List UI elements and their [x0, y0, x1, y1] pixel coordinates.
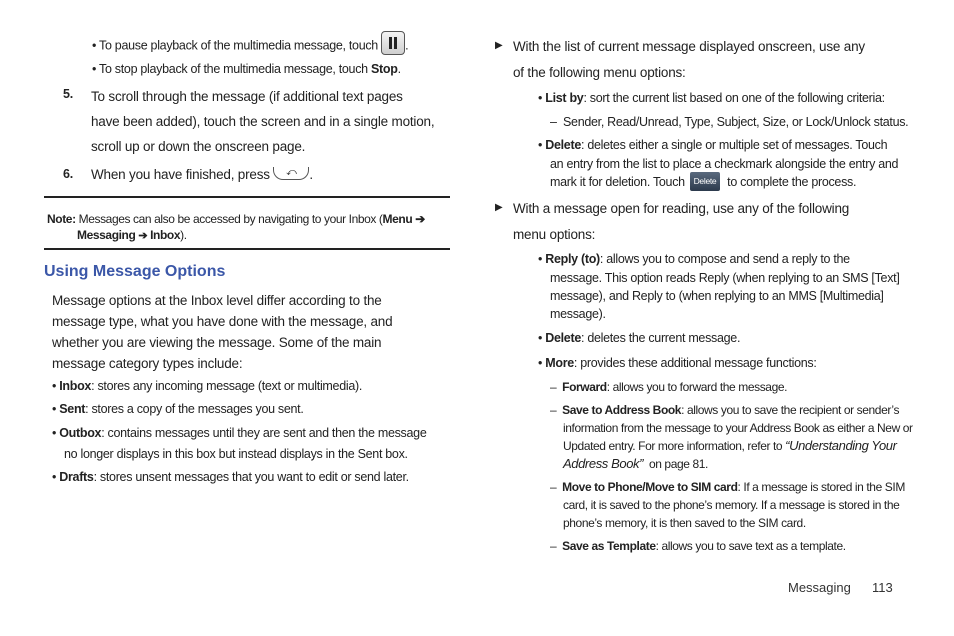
option-list-by: • List by: sort the current list based on one of the following criteria: — [538, 91, 885, 105]
option-delete-current: • Delete: deletes the current message. — [538, 331, 741, 345]
criteria-text: Sender, Read/Unread, Type, Subject, Size, or Lock/Unlock status. — [563, 115, 909, 129]
function-save-as-template: – Save as Template: allows you to save text as a template. — [550, 539, 846, 553]
save-address-book-desc-2: information from the message to your Address Book as either a New or — [563, 421, 913, 435]
more-term: More — [545, 356, 574, 370]
step-6-number: 6. — [63, 167, 74, 181]
reply-desc: : allows you to compose and send a reply to the — [599, 252, 850, 266]
stop-label: Stop — [371, 62, 398, 76]
bullet-pause: • To pause playback of the multimedia message, touch . — [92, 34, 408, 58]
option-reply: • Reply (to): allows you to compose and send a reply to the — [538, 252, 850, 266]
step-5-line: To scroll through the message (if additional text pages — [91, 89, 403, 104]
triangle-bullet-icon: ▶ — [495, 40, 503, 51]
note-label: Note: — [47, 212, 76, 226]
cross-reference-link[interactable]: “Understanding Your — [785, 438, 897, 453]
inbox-desc: : stores any incoming message (text or multimedia). — [91, 379, 363, 393]
step-5-line: scroll up or down the onscreen page. — [91, 139, 306, 154]
delete-current-desc: : deletes the current message. — [580, 331, 741, 345]
page-number: 113 — [872, 580, 893, 595]
list-by-term: List by — [545, 91, 584, 105]
bullet-stop-text: To stop playback of the multimedia message, touch — [99, 62, 368, 76]
option-more: • More: provides these additional message functions: — [538, 356, 817, 370]
delete-desc: : deletes either a single or multiple set of messages. Touch — [580, 138, 888, 152]
arrow-icon: ➔ — [415, 212, 425, 226]
more-desc: : provides these additional message functions: — [573, 356, 817, 370]
pause-icon — [381, 31, 405, 55]
intro-paragraph — [52, 290, 452, 374]
delete-button: Delete — [690, 172, 720, 191]
note-inbox: Inbox — [150, 228, 181, 242]
list-item-inbox: • Inbox: stores any incoming message (text or multimedia). — [52, 379, 363, 393]
save-address-book-desc-3 — [563, 437, 897, 455]
forward-desc: : allows you to forward the message. — [606, 380, 788, 394]
intro-line: With a message open for reading, use any of the following — [513, 201, 850, 216]
function-save-address-book: – Save to Address Book: allows you to save the recipient or sender’s — [550, 403, 900, 417]
step-6-label: When you have finished, press — [91, 167, 270, 182]
list-by-desc: : sort the current list based on one of the following criteria: — [583, 91, 885, 105]
section-heading: Using Message Options — [44, 263, 226, 280]
step-6-text: When you have finished, press ⤺ . — [91, 166, 313, 182]
step-5-text — [91, 84, 461, 159]
intro-line: whether you are viewing the message. Some of the main — [52, 335, 382, 350]
delete-desc-3 — [550, 173, 856, 192]
outbox-desc: : contains messages until they are sent and then the message — [101, 426, 427, 440]
delete-desc-3a: mark it for deletion. Touch — [550, 175, 685, 189]
outbox-desc-2: no longer displays in this box but instead displays in the Sent box. — [64, 447, 408, 461]
move-to-phone-desc-2: card, it is saved to the phone’s memory. If a message is stored in the — [563, 498, 900, 512]
move-to-phone-desc: : If a message is stored in the SIM — [737, 480, 905, 494]
footer-section: Messaging — [788, 580, 851, 595]
drafts-desc: : stores unsent messages that you want to edit or send later. — [93, 470, 409, 484]
move-to-phone-term: Move to Phone/Move to SIM card — [562, 480, 738, 494]
reply-desc-2: message. This option reads Reply (when replying to an SMS [Text] — [550, 271, 900, 285]
cross-reference-link[interactable]: Address Book” — [563, 456, 644, 471]
reply-desc-4: message). — [550, 307, 606, 321]
page-reference: on page 81. — [648, 457, 708, 471]
delete-current-term: Delete — [545, 331, 581, 345]
save-address-book-desc: : allows you to save the recipient or sender’s — [681, 403, 900, 417]
intro-line: message category types include: — [52, 356, 243, 371]
delete-desc-2: an entry from the list to place a checkmark alongside the entry and — [550, 157, 899, 171]
sent-desc: : stores a copy of the messages you sent. — [85, 402, 304, 416]
sent-term: Sent — [59, 402, 86, 416]
forward-term: Forward — [562, 380, 607, 394]
list-item-drafts: • Drafts: stores unsent messages that you want to edit or send later. — [52, 470, 409, 484]
save-address-book-desc-4 — [563, 455, 708, 473]
intro-line: message type, what you have done with the message, and — [52, 314, 393, 329]
note-menu: Menu — [382, 212, 413, 226]
save-address-book-term: Save to Address Book — [562, 403, 682, 417]
function-move-to-phone: – Move to Phone/Move to SIM card: If a message is stored in the SIM — [550, 480, 905, 494]
reply-term: Reply (to) — [545, 252, 600, 266]
inbox-term: Inbox — [59, 379, 92, 393]
note-end: ). — [180, 228, 187, 242]
note-top-rule — [44, 196, 450, 198]
list-item-sent: • Sent: stores a copy of the messages you sent. — [52, 402, 304, 416]
drafts-term: Drafts — [59, 470, 94, 484]
criteria-item: – Sender, Read/Unread, Type, Subject, Size, or Lock/Unlock status. — [550, 115, 909, 129]
intro-line: Message options at the Inbox level differ according to the — [52, 293, 382, 308]
back-key-icon: ⤺ — [273, 167, 309, 180]
bullet-pause-text: To pause playback of the multimedia message, touch — [99, 38, 378, 53]
menu-options-intro-1 — [513, 34, 865, 86]
save-address-book-desc-3a: Updated entry. For more information, refer to — [563, 439, 783, 453]
step-5-number: 5. — [63, 87, 74, 101]
note-bottom-rule — [44, 248, 450, 250]
note-line-2 — [77, 226, 187, 245]
triangle-bullet-icon: ▶ — [495, 202, 503, 213]
step-5-line: have been added), touch the screen and in a single motion, — [91, 114, 435, 129]
save-as-template-term: Save as Template — [562, 539, 656, 553]
intro-line: menu options: — [513, 227, 596, 242]
list-item-outbox: • Outbox: contains messages until they are sent and then the message — [52, 426, 427, 440]
function-forward: – Forward: allows you to forward the message. — [550, 380, 788, 394]
intro-line: of the following menu options: — [513, 65, 686, 80]
delete-desc-3b: to complete the process. — [727, 175, 857, 189]
menu-options-intro-2 — [513, 196, 849, 248]
outbox-term: Outbox — [59, 426, 102, 440]
intro-line: With the list of current message displayed onscreen, use any — [513, 39, 865, 54]
note-messaging: Messaging — [77, 228, 136, 242]
arrow-icon: ➔ — [138, 230, 148, 242]
save-as-template-desc: : allows you to save text as a template. — [655, 539, 846, 553]
bullet-stop: • To stop playback of the multimedia message, touch Stop. — [92, 62, 401, 76]
note-text: Messages can also be accessed by navigating to your Inbox ( — [78, 212, 383, 226]
move-to-phone-desc-3: phone’s memory, it is then saved to the SIM card. — [563, 516, 806, 530]
option-delete: • Delete: deletes either a single or multiple set of messages. Touch — [538, 138, 888, 152]
delete-term: Delete — [545, 138, 581, 152]
reply-desc-3: message), and Reply to (when replying to an MMS [Multimedia] — [550, 289, 884, 303]
